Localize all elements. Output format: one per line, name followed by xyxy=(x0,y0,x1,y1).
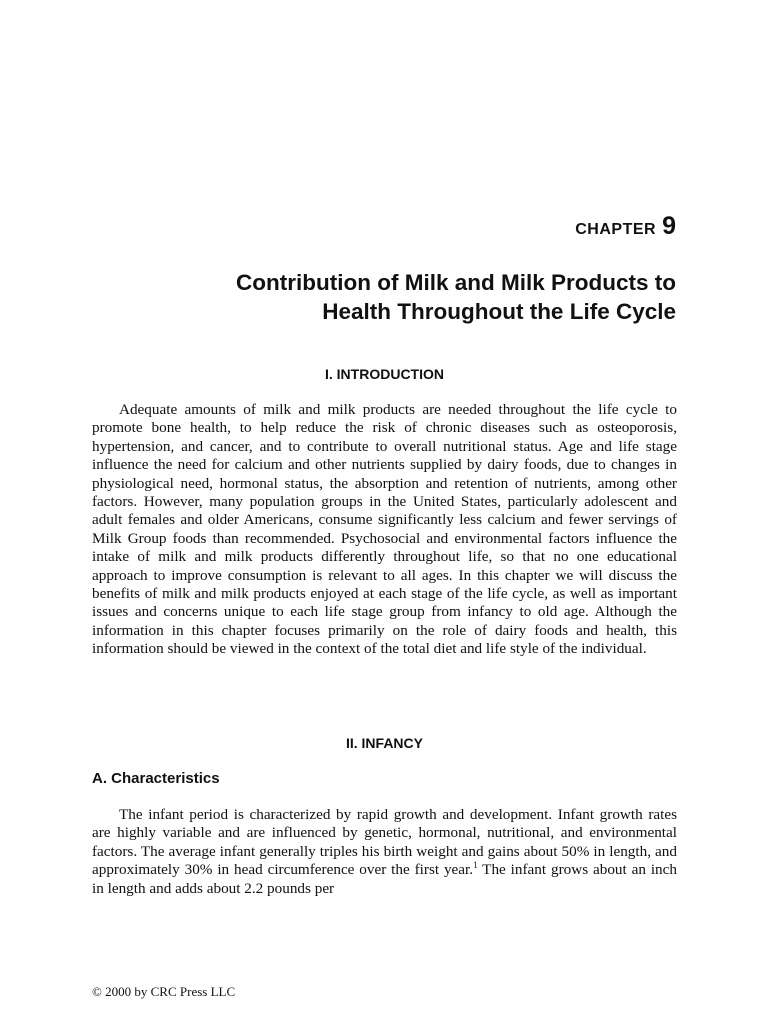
introduction-paragraph: Adequate amounts of milk and milk products are needed throughout the life cycle to promote bone health, to help reduce the risk of chronic diseases such as osteoporosis, hypertension, and cancer, and to contribute to overall nutritional status. Age and life stage influence the need for calcium and other nutrients supplied by dairy foods, due to changes in physiological need, hormonal status, the absorption and retention of nutrients, among other factors. However, many population groups in the United States, particularly adolescent and adult females and older Americans, consume significantly less calcium and fewer servings of Milk Group foods than recommended. Psychosocial and environmental factors influence the intake of milk and milk products differently throughout life, so that no one educational approach to improve consumption is relevant to all ages. In this chapter we will discuss the benefits of milk and milk products enjoyed at each stage of the life cycle, as well as important issues and concerns unique to each life stage group from infancy to old age. Although the information in this chapter focuses primarily on the role of dairy foods and health, this information should be viewed in the context of the total diet and life style of the individual. xyxy=(92,401,677,658)
infancy-paragraph-text-1: The infant period is characterized by rapid growth and development. Infant growth rates are highly variable and are influenced by genetic, hormonal, nutritional, and environmental factors. The average infant generally triples his birth weight and gains about 50% in length, and approximately 30% in head circumference over the first year. xyxy=(92,806,677,879)
chapter-title-line-2: Health Throughout the Life Cycle xyxy=(322,299,676,324)
introduction-heading: I. INTRODUCTION xyxy=(325,366,444,382)
chapter-number: 9 xyxy=(662,212,676,240)
infancy-paragraph xyxy=(92,806,677,898)
infancy-paragraph-text-2: The infant grows about an inch in length and adds about 2.2 pounds per xyxy=(92,861,677,897)
characteristics-subheading: A. Characteristics xyxy=(92,770,220,787)
copyright-footer: © 2000 by CRC Press LLC xyxy=(92,984,236,999)
footnote-reference[interactable]: 1 xyxy=(473,860,478,871)
chapter-word: CHAPTER xyxy=(575,221,657,238)
infancy-heading: II. INFANCY xyxy=(345,735,423,751)
chapter-title xyxy=(76,268,676,326)
chapter-title-line-1: Contribution of Milk and Milk Products to xyxy=(236,270,676,295)
chapter-label xyxy=(575,214,676,239)
